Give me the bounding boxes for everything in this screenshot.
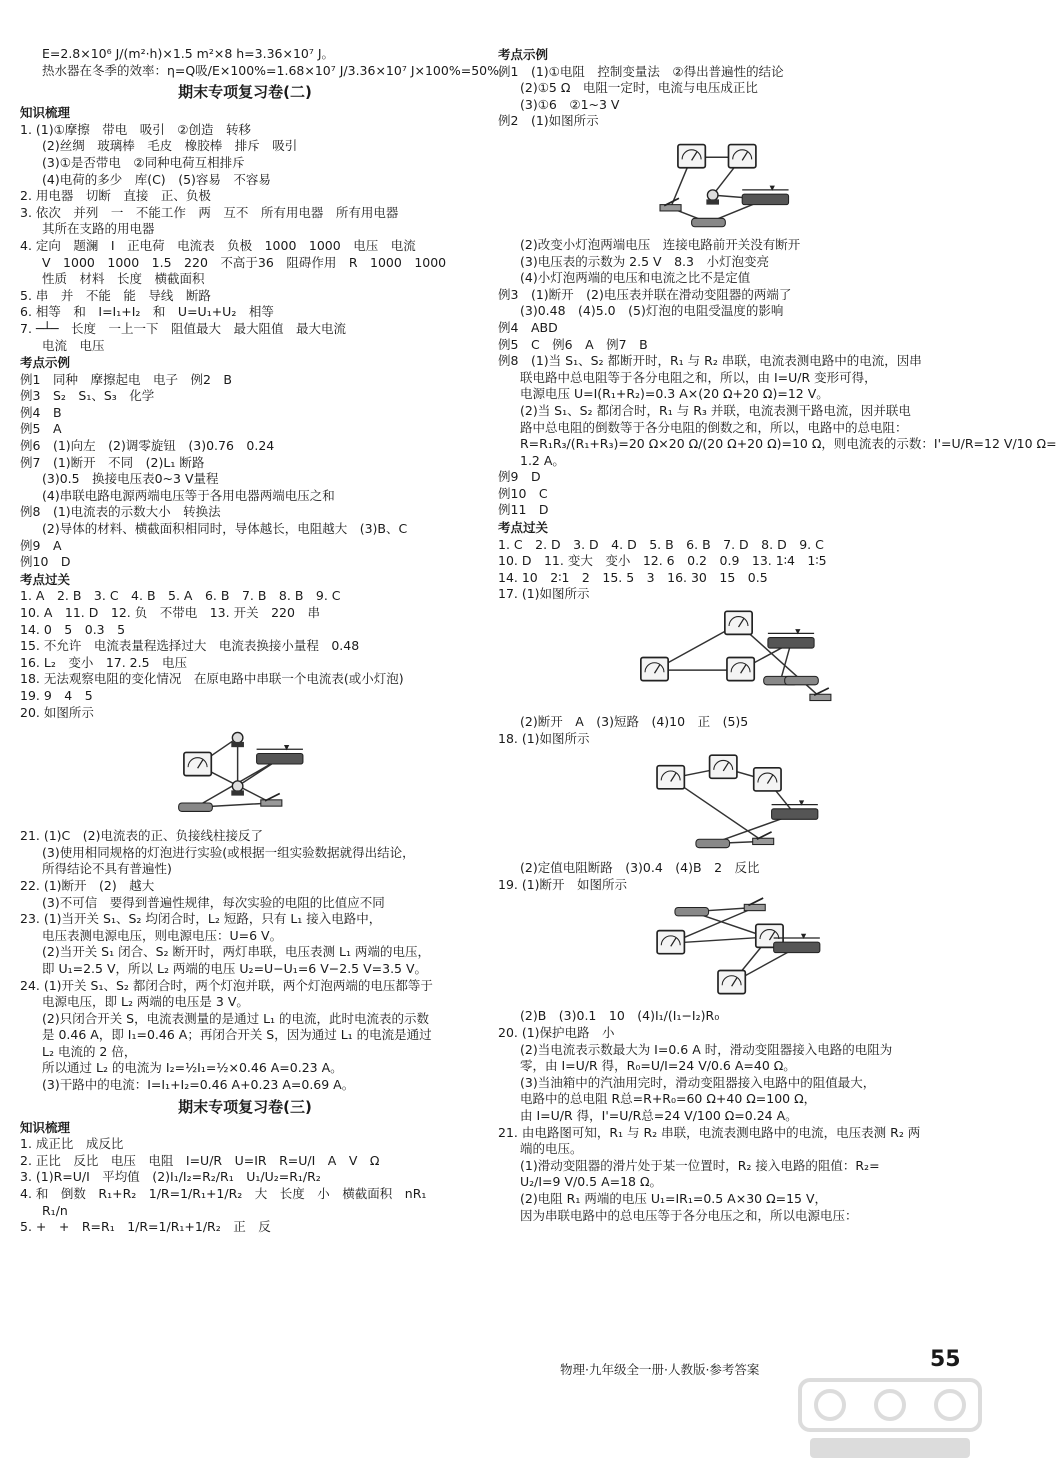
circuit-diagram — [660, 134, 797, 231]
meter-icon — [709, 755, 736, 778]
answer-line: 19. (1)断开 如图所示 — [498, 876, 628, 892]
answer-line: 14. 10 2∶1 2 15. 5 3 16. 30 15 0.5 — [498, 569, 768, 585]
answer-line: 例9 A — [20, 537, 62, 553]
answer-line: 23. (1)当开关 S₁、S₂ 均闭合时，L₂ 短路，只有 L₁ 接入电路中， — [20, 911, 382, 927]
figure-l1 — [20, 725, 470, 822]
answer-line: 例11 D — [498, 502, 549, 518]
meter-icon — [657, 766, 684, 789]
answer-line: 热水器在冬季的效率：η=Q吸/E×100%=1.68×10⁷ J/3.36×10⁷ J×100%=50%。 — [42, 62, 512, 78]
answer-line: 17. (1)如图所示 — [498, 586, 590, 602]
answer-line: (2)电阻 R₁ 两端的电压 U₁=IR₁=0.5 A×30 Ω=15 V， — [520, 1190, 828, 1206]
answer-line: 零，由 I=U/R 得，R₀=U/I=24 V/0.6 A=40 Ω。 — [520, 1058, 796, 1074]
answer-line: E=2.8×10⁶ J/(m²·h)×1.5 m²×8 h=3.36×10⁷ J。 — [42, 46, 335, 61]
battery-icon — [785, 676, 819, 684]
answer-line: 例8 (1)当 S₁、S₂ 都断开时，R₁ 与 R₂ 串联，电流表测电路中的电流，因串 — [498, 353, 922, 369]
answer-line: (4)串联电路电源两端电压等于各用电器两端电压之和 — [42, 487, 335, 503]
watermark-logo — [790, 1372, 990, 1467]
meter-icon — [657, 931, 684, 954]
answer-line: 5. + + R=R₁ 1/R=1/R₁+1/R₂ 正 反 — [20, 1219, 271, 1235]
answer-line: (1)滑动变阻器的滑片处于某一位置时，R₂ 接入电路的阻值：R₂= — [520, 1157, 880, 1173]
answer-line: 24. (1)开关 S₁、S₂ 都闭合时，两个灯泡并联，两个灯泡两端的电压都等于 — [20, 977, 433, 993]
page-footer: 物理·九年级全一册·人教版·参考答案 — [560, 1362, 760, 1377]
battery-icon — [691, 218, 725, 226]
circuit-diagram — [639, 751, 818, 854]
answer-line: 电源电压 U=I(R₁+R₂)=0.3 A×(20 Ω+20 Ω)=12 V。 — [520, 386, 829, 402]
section-heading: 考点示例 — [498, 47, 549, 62]
answer-line: (3)使用相同规格的灯泡进行实验(或根据一组实验数据就得出结论， — [42, 844, 415, 860]
rheostat-icon — [771, 809, 817, 820]
answer-line: (3)0.5 换接电压表0~3 V量程 — [42, 471, 219, 487]
answer-line: 14. 0 5 0.3 5 — [20, 621, 126, 637]
section-title: 期末专项复习卷(三) — [178, 1097, 312, 1116]
answer-line: 3. (1)R=U/I 平均值 (2)I₁/I₂=R₂/R₁ U₁/U₂=R₁/R₂ — [20, 1169, 321, 1185]
answer-line: (2)只闭合开关 S，电流表测量的是通过 L₁ 的电流，此时电流表的示数 — [42, 1010, 430, 1026]
answer-line: 例5 C 例6 A 例7 B — [498, 336, 648, 352]
figure-r3 — [498, 751, 958, 854]
battery-icon — [674, 908, 708, 916]
section-heading: 知识梳理 — [20, 105, 71, 121]
switch-icon — [810, 694, 831, 700]
meter-icon — [718, 971, 745, 994]
page-number: 55 — [930, 1347, 961, 1372]
answer-line: (2)改变小灯泡两端电压 连接电路前开关没有断开 — [520, 236, 801, 252]
answer-line: 例4 B — [20, 404, 62, 420]
answer-line: (3)①是否带电 ②同种电荷互相排斥 — [42, 154, 245, 170]
answer-line: 例4 ABD — [498, 319, 558, 335]
meter-icon — [677, 145, 704, 168]
answer-line: (2)B (3)0.1 10 (4)I₁/(I₁−I₂)R₀ — [520, 1008, 720, 1024]
rheostat-icon — [768, 638, 814, 649]
answer-line: 即 U₁=2.5 V，所以 L₂ 两端的电压 U₂=U−U₁=6 V−2.5 V=3.5 V。 — [42, 960, 428, 976]
answer-line: 联电路中总电阻等于各分电阻之和，所以，由 I=U/R 变形可得， — [520, 369, 877, 385]
answer-line: 例1 同种 摩擦起电 电子 例2 B — [20, 371, 232, 387]
answer-line: 电压表测电源电压，则电源电压：U=6 V。 — [42, 927, 283, 943]
circuit-diagram — [623, 607, 833, 708]
section-heading: 考点过关 — [20, 571, 71, 587]
answer-line: (3)0.48 (4)5.0 (5)灯泡的电阻受温度的影响 — [520, 303, 784, 319]
answer-line: 1. (1)①摩擦 带电 吸引 ②创造 转移 — [20, 121, 252, 137]
answer-line: 端的电压。 — [520, 1141, 583, 1157]
answer-line: 1. C 2. D 3. D 4. D 5. B 6. B 7. D 8. D 9. C — [498, 536, 824, 552]
switch-icon — [660, 205, 681, 211]
answer-line: 19. 9 4 5 — [20, 687, 93, 703]
answer-line: 由 I=U/R 得，I'=U/R总=24 V/100 Ω=0.24 A。 — [520, 1107, 798, 1123]
answer-line: 是 0.46 A，即 I₁=0.46 A；再闭合开关 S，因为通过 L₁ 的电流是通过 — [42, 1027, 432, 1043]
answer-line: 例2 (1)如图所示 — [498, 113, 599, 129]
answer-line: 2. 用电器 切断 直接 正、负极 — [20, 188, 211, 204]
switch-icon — [752, 838, 773, 844]
answer-line: L₂ 电流的 2 倍， — [42, 1043, 137, 1059]
answer-line: 所得结论不具有普遍性) — [42, 861, 172, 877]
answer-line: 例3 S₂ S₁、S₃ 化学 — [20, 388, 155, 404]
section-heading: 知识梳理 — [20, 1119, 71, 1135]
answer-line: 10. A 11. D 12. 负 不带电 13. 开关 220 串 — [20, 605, 320, 620]
answer-line: R₁/n — [42, 1202, 68, 1218]
section-title: 期末专项复习卷(二) — [178, 83, 312, 102]
battery-icon — [179, 803, 213, 811]
section-heading: 考点过关 — [498, 520, 549, 536]
answer-line: 3. 依次 并列 一 不能工作 两 互不 所有用电器 所有用电器 — [20, 204, 399, 220]
answer-line: 10. D 11. 变大 变小 12. 6 0.2 0.9 13. 1∶4 1∶5 — [498, 553, 827, 569]
answer-line: 6. 相等 和 I=I₁+I₂ 和 U=U₁+U₂ 相等 — [20, 304, 274, 320]
rheostat-icon — [742, 194, 788, 205]
answer-line: 15. 不允许 电流表量程选择过大 电流表换接小量程 0.48 — [20, 638, 360, 654]
answer-line: 电路中的总电阻 R总=R+R₀=60 Ω+40 Ω=100 Ω， — [520, 1091, 817, 1107]
answer-line: (2)断开 A (3)短路 (4)10 正 (5)5 — [520, 714, 749, 730]
answer-line: 18. 无法观察电阻的变化情况 在原电路中串联一个电流表(或小灯泡) — [20, 671, 404, 687]
answer-line: (3)干路中的电流：I=I₁+I₂=0.46 A+0.23 A=0.69 A。 — [42, 1077, 355, 1093]
rheostat-icon — [257, 754, 303, 765]
answer-line: R=R₁R₃/(R₁+R₃)=20 Ω×20 Ω/(20 Ω+20 Ω)=10 Ω，则电流表的示数：I'=U/R=12 V/10 Ω= — [520, 436, 1057, 452]
answer-line: (2)当开关 S₁ 闭合、S₂ 断开时，两灯串联，电压表测 L₁ 两端的电压， — [42, 944, 430, 960]
answer-line: 4. 定向 题澜 I 正电荷 电流表 负极 1000 1000 电压 电流 — [20, 237, 416, 253]
meter-icon — [727, 658, 754, 681]
battery-icon — [695, 840, 729, 848]
answer-line: (2)当 S₁、S₂ 都闭合时，R₁ 与 R₃ 并联，电流表测干路电流，因并联电 — [520, 402, 911, 418]
switch-icon — [744, 905, 765, 911]
meter-icon — [753, 768, 780, 791]
meter-icon — [641, 658, 668, 681]
rheostat-icon — [773, 943, 819, 954]
lamp-icon — [707, 190, 718, 201]
meter-icon — [184, 753, 211, 776]
answer-line: 20. (1)保护电路 小 — [498, 1025, 615, 1040]
answer-line: 例7 (1)断开 不同 (2)L₁ 断路 — [20, 454, 205, 470]
answer-line: 电流 电压 — [42, 337, 105, 353]
figure-r4 — [498, 897, 958, 1002]
lamp-icon — [232, 733, 243, 744]
answer-line: 例6 (1)向左 (2)调零旋钮 (3)0.76 0.24 — [20, 438, 275, 454]
answer-line: 1.2 A。 — [520, 452, 565, 468]
answer-line: 例8 (1)电流表的示数大小 转换法 — [20, 504, 221, 520]
answer-line: 5. 串 并 不能 能 导线 断路 — [20, 287, 211, 303]
right-column — [498, 46, 1057, 1224]
answer-line: 20. 如图所示 — [20, 704, 94, 720]
answer-line: 路中总电阻的倒数等于各分电阻的倒数之和，所以，电路中的总电阻： — [520, 419, 908, 435]
answer-line: 21. (1)C (2)电流表的正、负接线柱接反了 — [20, 828, 263, 844]
answer-line: (3)当油箱中的汽油用完时，滑动变阻器接入电路中的阻值最大， — [520, 1074, 876, 1090]
answer-line: 例5 A — [20, 421, 62, 437]
answer-line: 例1 (1)①电阻 控制变量法 ②得出普遍性的结论 — [498, 63, 784, 79]
answer-line: U₂/I=9 V/0.5 A=18 Ω。 — [520, 1174, 663, 1190]
answer-line: 16. L₂ 变小 17. 2.5 电压 — [20, 654, 188, 670]
answer-line: 例3 (1)断开 (2)电压表并联在滑动变阻器的两端了 — [498, 286, 792, 302]
answer-line: 1. A 2. B 3. C 4. B 5. A 6. B 7. B 8. B 9. C — [20, 588, 341, 604]
answer-line: 电源电压，即 L₂ 两端的电压是 3 V。 — [42, 994, 249, 1010]
answer-line: (3)不可信 要得到普遍性规律，每次实验的电阻的比值应不同 — [42, 894, 385, 910]
answer-line: (2)当电流表示数最大为 I=0.6 A 时，滑动变阻器接入电路的电阻为 — [520, 1041, 893, 1057]
answer-line: 例10 C — [498, 485, 548, 501]
left-column — [20, 46, 512, 1236]
answer-line: (2)丝绸 玻璃棒 毛皮 橡胶棒 排斥 吸引 — [42, 138, 298, 154]
answer-line: 1. 成正比 成反比 — [20, 1136, 124, 1152]
figure-r1 — [498, 134, 958, 231]
answer-line: (3)①6 ②1~3 V — [520, 96, 620, 112]
answer-line: 所以通过 L₂ 的电流为 I₂=½I₁=½×0.46 A=0.23 A。 — [42, 1060, 343, 1076]
answer-line: (2)①5 Ω 电阻一定时，电流与电压成正比 — [520, 80, 758, 96]
meter-icon — [725, 611, 752, 634]
answer-line: (2)定值电阻断路 (3)0.4 (4)B 2 反比 — [520, 860, 760, 876]
answer-line: 22. (1)断开 (2) 越大 — [20, 877, 155, 893]
answer-line: (4)小灯泡两端的电压和电流之比不是定值 — [520, 270, 751, 286]
answer-line: 2. 正比 反比 电压 电阻 I=U/R U=IR R=U/I A V Ω — [20, 1152, 380, 1168]
answer-line: 例10 D — [20, 554, 71, 570]
circuit-diagram — [166, 725, 324, 822]
answer-line: 18. (1)如图所示 — [498, 730, 590, 746]
switch-icon — [261, 800, 282, 806]
answer-line: 性质 材料 长度 横截面积 — [42, 271, 205, 287]
circuit-diagram — [639, 897, 818, 1002]
lamp-icon — [232, 781, 243, 792]
answer-line: (2)导体的材料、横截面积相同时，导体越长，电阻越大 (3)B、C — [42, 521, 408, 537]
answer-line: 7. ─┴─ 长度 一上一下 阻值最大 最大阻值 最大电流 — [20, 320, 346, 336]
answer-line: 4. 和 倒数 R₁+R₂ 1/R=1/R₁+1/R₂ 大 长度 小 横截面积 nR₁ — [20, 1186, 427, 1202]
figure-r2 — [498, 607, 958, 708]
answer-line: 因为串联电路中的总电压等于各分电压之和，所以电源电压： — [520, 1207, 858, 1223]
answer-line: V 1000 1000 1.5 220 不高于36 阻碍作用 R 1000 1000 — [42, 254, 447, 270]
meter-icon — [728, 145, 755, 168]
answer-line: (3)电压表的示数为 2.5 V 8.3 小灯泡变亮 — [520, 253, 769, 269]
answer-line: 其所在支路的用电器 — [42, 221, 155, 237]
answer-line: (4)电荷的多少 库(C) (5)容易 不容易 — [42, 171, 271, 187]
answer-line: 例9 D — [498, 469, 541, 485]
section-heading: 考点示例 — [20, 355, 71, 371]
answer-line: 21. 由电路图可知，R₁ 与 R₂ 串联，电流表测电路中的电流，电压表测 R₂ 两 — [498, 1124, 921, 1140]
